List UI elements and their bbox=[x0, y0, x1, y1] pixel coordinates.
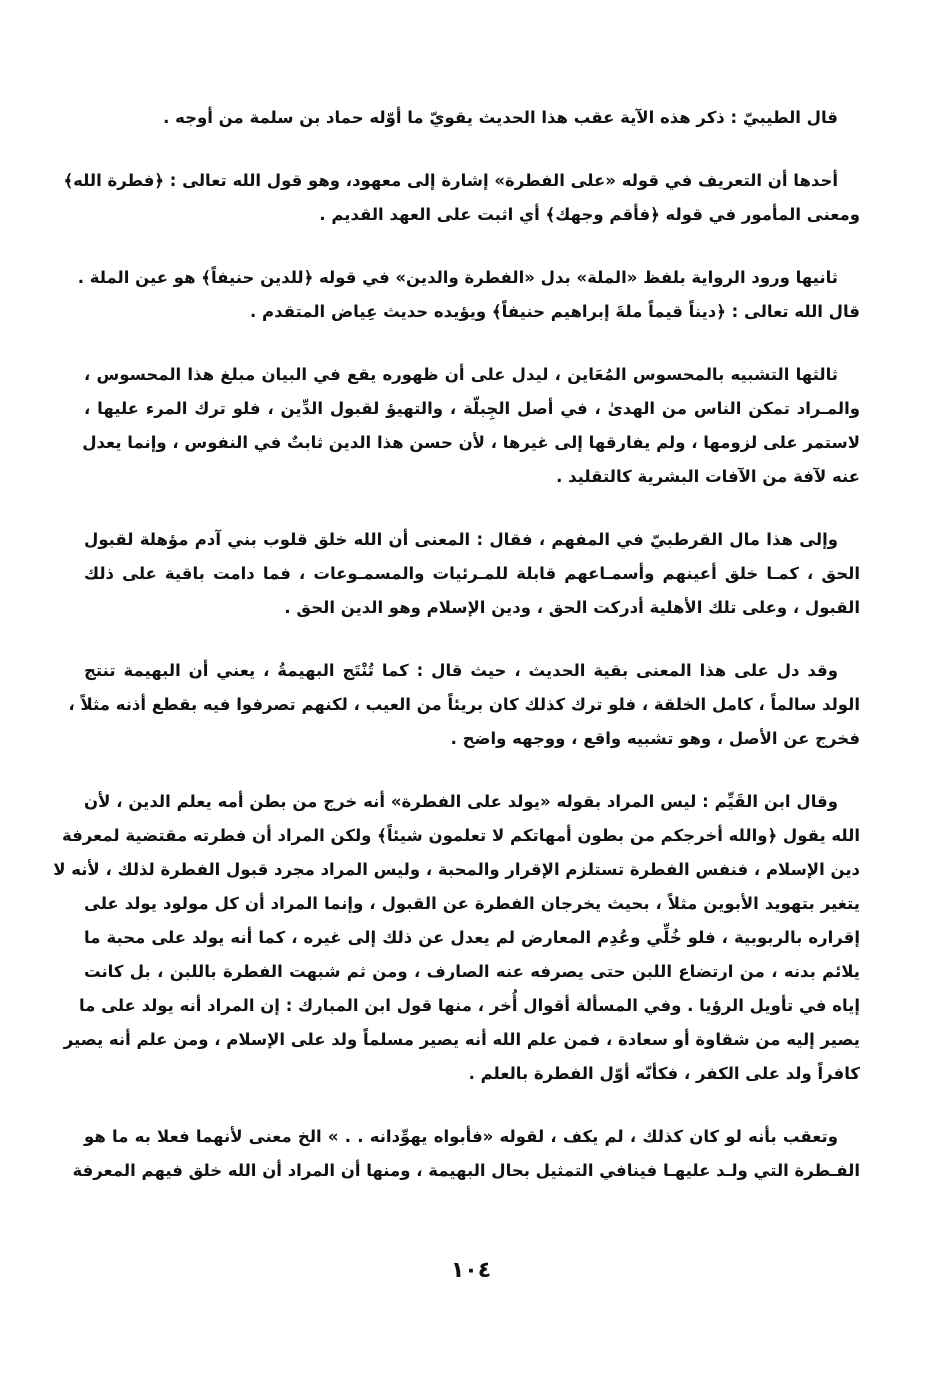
text-line: قال الطيبيّ : ذكر هذه الآية عقب هذا الحديث يقويّ ما أوّله حماد بن سلمة من أوجه . bbox=[163, 108, 838, 127]
text-line: يصير إليه من شقاوة أو سعادة ، فمن علم الله أنه يصير مسلماً ولد على الإسلام ، ومن علم أنه يصير bbox=[63, 1030, 860, 1049]
text-line: عنه لآفة من الآفات البشرية كالتقليد . bbox=[556, 467, 860, 486]
text-line: كافراً ولد على الكفر ، فكأنّه أوّل الفطرة بالعلم . bbox=[468, 1064, 860, 1083]
text-line: الفـطرة التي ولـد عليهـا فينافي التمثيل بحال البهيمة ، ومنها أن المراد أن الله خلق فيهم المعرفة bbox=[72, 1161, 860, 1180]
text-line: والمـراد تمكن الناس من الهدىٰ ، في أصل الجِبلّة ، والتهيؤ لقبول الدِّين ، فلو ترك المرء عليها ، bbox=[84, 399, 860, 418]
text-line: الولد سالماً ، كامل الخلقة ، فلو ترك كذلك كان بريئاً من العيب ، لكنهم تصرفوا فيه بقطع أذنه مثلاً ، bbox=[68, 695, 860, 714]
text-line: إياه في تأويل الرؤيا . وفي المسألة أقوال أُخر ، منها قول ابن المبارك : إن المراد أنه يولد على ما bbox=[78, 996, 860, 1015]
paragraph bbox=[77, 261, 860, 329]
paragraph bbox=[84, 358, 860, 494]
text-line: يلائم بدنه ، من ارتضاع اللبن حتى يصرفه عنه الصارف ، ومن ثم شبهت الفطرة باللبن ، بل كانت bbox=[84, 962, 860, 981]
text-line: الحق ، كمـا خلق أعينهم وأسمـاعهم قابلة للمـرئيات والمسمـوعات ، فما دامت باقية على ذلك bbox=[84, 564, 860, 583]
paragraph bbox=[84, 523, 860, 625]
text-line: دين الإسلام ، فنفس الفطرة تستلزم الإقرار والمحبة ، وليس المراد مجرد قبول الفطرة لذلك ، لأنه لا bbox=[53, 860, 860, 879]
text-line: ومعنى المأمور في قوله ﴿فأقم وجهك﴾ أي اثبت على العهد القديم . bbox=[319, 205, 860, 224]
paragraph bbox=[63, 164, 860, 232]
text-line: ثالثها التشبيه بالمحسوس المُعَاين ، ليدل على أن ظهوره يقع في البيان مبلغ هذا المحسوس ، bbox=[84, 365, 838, 384]
text-line: وقد دل على هذا المعنى بقية الحديث ، حيث قال : كما تُنْتَج البهيمةُ ، يعني أن البهيمة تنتج bbox=[84, 661, 838, 680]
text-line: يتغير بتهويد الأبوين مثلاً ، بحيث يخرجان الفطرة عن القبول ، وإنما المراد أن كل مولود يولد على bbox=[84, 894, 860, 913]
paragraph bbox=[53, 785, 860, 1091]
paragraph bbox=[84, 101, 860, 135]
text-line: قال الله تعالى : ﴿ديناً قيماً ملةَ إبراهيم حنيفاً﴾ ويؤيده حديث عِياض المتقدم . bbox=[250, 302, 860, 321]
page-number: ١٠٤ bbox=[450, 1258, 492, 1283]
paragraph bbox=[68, 654, 860, 756]
text-line: ثانيها ورود الرواية بلفظ «الملة» بدل «الفطرة والدين» في قوله ﴿للدين حنيفاً﴾ هو عين الملة . bbox=[77, 268, 838, 287]
text-line: وقال ابن القَيِّم : ليس المراد بقوله «يولد على الفطرة» أنه خرج من بطن أمه يعلم الدين ، لأن bbox=[84, 792, 838, 811]
text-line: لاستمر على لزومها ، ولم يفارقها إلى غيرها ، لأن حسن هذا الدين ثابتٌ في النفوس ، وإنما يعدل bbox=[82, 433, 860, 452]
text-line: القبول ، وعلى تلك الأهلية أدركت الحق ، ودين الإسلام وهو الدين الحق . bbox=[284, 598, 860, 617]
paragraph bbox=[72, 1120, 860, 1188]
page-body bbox=[53, 101, 860, 1217]
text-line: أحدها أن التعريف في قوله «على الفطرة» إشارة إلى معهود، وهو قول الله تعالى : ﴿فطرة الله﴾ bbox=[63, 171, 838, 190]
text-line: فخرج عن الأصل ، وهو تشبيه واقع ، ووجهه واضح . bbox=[450, 729, 860, 748]
text-line: وتعقب بأنه لو كان كذلك ، لم يكف ، لقوله «فأبواه يهوِّدانه . . » الخ معنى لأنهما فعلا به ما هو bbox=[84, 1127, 838, 1146]
text-line: وإلى هذا مال القرطبيّ في المفهم ، فقال : المعنى أن الله خلق قلوب بني آدم مؤهلة لقبول bbox=[84, 530, 838, 549]
text-line: الله يقول ﴿والله أخرجكم من بطون أمهاتكم لا تعلمون شيئاً﴾ ولكن المراد أن فطرته مقتضية لمعرفة bbox=[61, 826, 860, 845]
text-line: إقراره بالربوبية ، فلو خُلِّي وعُدِم المعارض لم يعدل عن ذلك إلى غيره ، كما أنه يولد على محبة ما bbox=[84, 928, 860, 947]
